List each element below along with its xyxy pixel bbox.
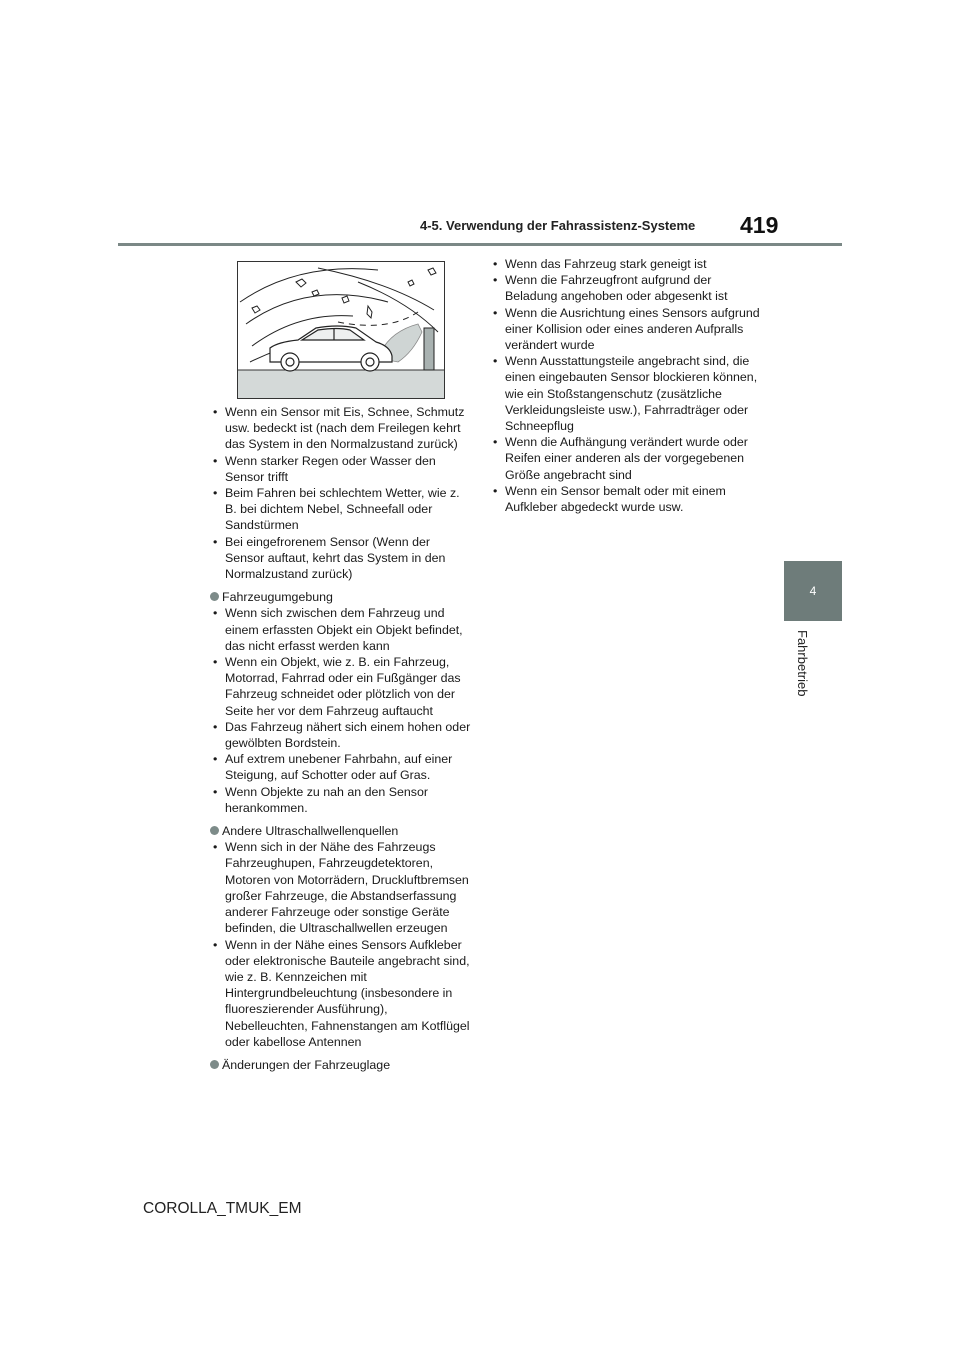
car-illustration	[238, 262, 444, 398]
bullet-list	[210, 605, 472, 816]
section-dot-icon	[210, 1060, 219, 1069]
bullet-list-top	[210, 404, 472, 582]
list-item: • Beim Fahren bei schlechtem Wetter, wie z. B. bei dichtem Nebel, Schneefall oder Sandstürmen	[210, 485, 472, 534]
debris-1	[296, 279, 306, 287]
debris-7	[312, 290, 319, 296]
debris-2	[252, 306, 260, 313]
chapter-tab[interactable]: 4	[784, 561, 842, 621]
list-item: • Wenn die Aufhängung verändert wurde oder Reifen einer anderen als der vorgegebenen Größe angebracht sind	[490, 434, 765, 483]
list-item: • Wenn sich in der Nähe des Fahrzeugs Fahrzeughupen, Fahrzeugdetektoren, Motoren von Motorrädern, Druckluftbremsen großer Fahrzeuge, die Abstandserfassung anderer Fahrzeuge oder sonstige Geräte befinden, die Ultraschallwellen erzeugen	[210, 839, 472, 936]
section-title: Andere Ultraschallwellenquellen	[222, 824, 399, 839]
bullet-list-right	[490, 256, 765, 515]
list-item: • Wenn ein Sensor bemalt oder mit einem Aufkleber abgedeckt wurde usw.	[490, 483, 765, 515]
debris-4	[367, 306, 372, 318]
wall-obstacle	[424, 328, 434, 370]
list-item: • Wenn die Fahrzeugfront aufgrund der Beladung angehoben oder abgesenkt ist	[490, 272, 765, 304]
footer-model-code: COROLLA_TMUK_EM	[143, 1200, 302, 1217]
list-item: • Wenn Objekte zu nah an den Sensor herankommen.	[210, 784, 472, 816]
list-item: • Auf extrem unebener Fahrbahn, auf einer Steigung, auf Schotter oder auf Gras.	[210, 751, 472, 783]
wind-curve-dash	[338, 312, 418, 325]
right-column	[490, 256, 765, 515]
section-dot-icon	[210, 592, 219, 601]
wind-curve-2	[246, 295, 388, 324]
debris-3	[342, 296, 349, 303]
list-item: • Wenn das Fahrzeug stark geneigt ist	[490, 256, 765, 272]
list-item: • Wenn in der Nähe eines Sensors Aufkleber oder elektronische Bauteile angebracht sind, wie z. B. Kennzeichen mit Hintergrundbeleuchtung (insbesondere in fluoreszierender Ausführung), Nebelleuchten, Fahnenstangen am Kotflügel oder kabellose Antennen	[210, 937, 472, 1050]
header-rule	[118, 243, 842, 246]
header-title: 4-5. Verwendung der Fahrassistenz-Systeme	[420, 218, 696, 233]
ground	[238, 370, 444, 398]
chapter-side-label: Fahrbetrieb	[795, 630, 810, 697]
list-item: • Wenn starker Regen oder Wasser den Sensor trifft	[210, 453, 472, 485]
list-item: • Das Fahrzeug nähert sich einem hohen oder gewölbten Bordstein.	[210, 719, 472, 751]
list-item: • Wenn Ausstattungsteile angebracht sind, die einen eingebauten Sensor blockieren können, wie ein Stoßstangenschutz (zusätzliche Verkleidungsleiste usw.), Fahrradträger oder Schneepflug	[490, 353, 765, 434]
section-fahrzeuglage	[210, 1057, 472, 1073]
car-wheel-rear-hub	[286, 358, 294, 366]
left-column	[210, 404, 472, 1073]
car-wheel-front-hub	[366, 358, 374, 366]
list-item: • Wenn ein Sensor mit Eis, Schnee, Schmutz usw. bedeckt ist (nach dem Freilegen kehrt das System in den Normalzustand zurück)	[210, 404, 472, 453]
list-item: • Bei eingefrorenem Sensor (Wenn der Sensor auftaut, kehrt das System in den Normalzustand zurück)	[210, 534, 472, 583]
bullet-list	[210, 839, 472, 1050]
debris-5	[428, 268, 436, 275]
wind-curve-5	[358, 282, 438, 332]
list-item: • Wenn sich zwischen dem Fahrzeug und einem erfassten Objekt ein Objekt befindet, das nicht erfasst werden kann	[210, 605, 472, 654]
wind-curve-4	[318, 268, 434, 310]
section-fahrzeugumgebung	[210, 589, 472, 816]
debris-6	[408, 280, 414, 286]
figure-car-sensor-weather	[237, 261, 445, 399]
section-ultraschallwellenquellen	[210, 823, 472, 1050]
page-number: 419	[740, 212, 779, 238]
section-title: Fahrzeugumgebung	[222, 590, 333, 605]
section-title: Änderungen der Fahrzeuglage	[222, 1057, 391, 1072]
list-item: • Wenn die Ausrichtung eines Sensors aufgrund einer Kollision oder eines anderen Aufpralls verändert wurde	[490, 305, 765, 354]
list-item: • Wenn ein Objekt, wie z. B. ein Fahrzeug, Motorrad, Fahrrad oder ein Fußgänger das Fahrzeug schneidet oder plötzlich von der Seite her vor dem Fahrzeug auftaucht	[210, 654, 472, 719]
section-dot-icon	[210, 826, 219, 835]
